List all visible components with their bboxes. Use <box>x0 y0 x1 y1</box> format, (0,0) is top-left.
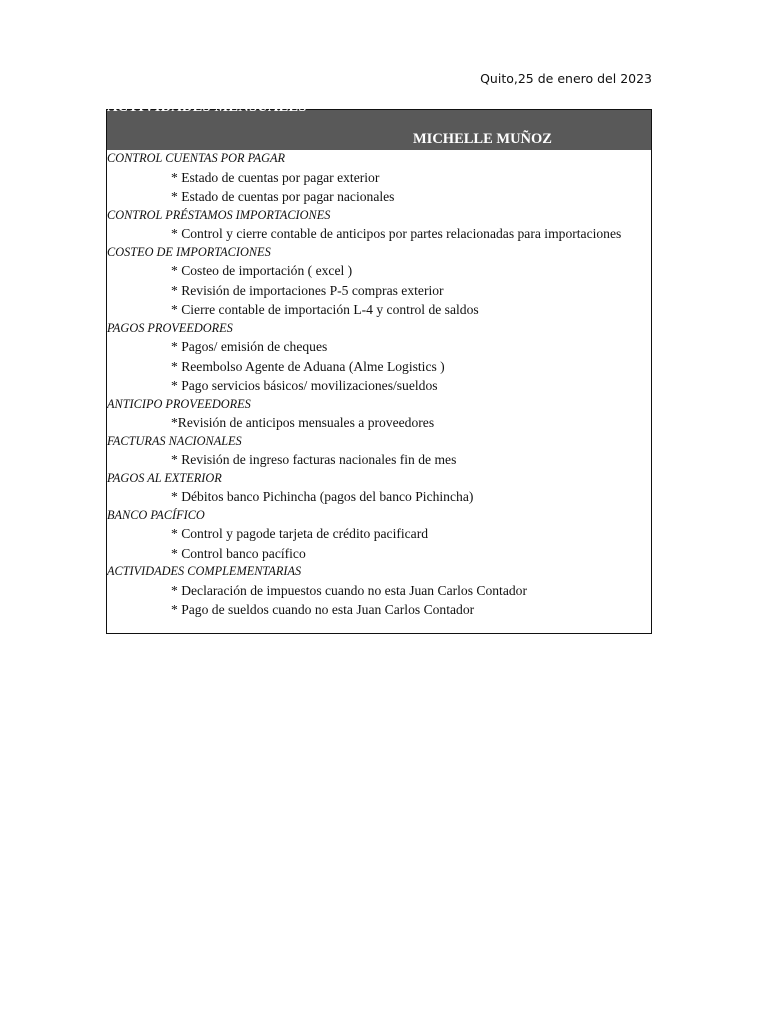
section-heading: CONTROL PRÉSTAMOS IMPORTACIONES <box>107 207 331 222</box>
table-header <box>107 99 651 150</box>
section-heading: BANCO PACÍFICO <box>107 507 205 522</box>
section-heading: COSTEO DE IMPORTACIONES <box>107 244 271 259</box>
document-date: Quito,25 de enero del 2023 <box>480 71 652 86</box>
section-heading: ANTICIPO PROVEEDORES <box>107 396 251 411</box>
employee-name: MICHELLE MUÑOZ <box>413 131 552 147</box>
activity-item: * Cierre contable de importación L-4 y control de saldos <box>171 302 479 317</box>
activity-item: *Revisión de anticipos mensuales a proveedores <box>171 415 435 430</box>
activity-sections <box>107 150 651 620</box>
activity-item: * Reembolso Agente de Aduana (Alme Logistics ) <box>171 358 445 374</box>
section-heading: CONTROL CUENTAS POR PAGAR <box>107 151 285 165</box>
activity-item: * Estado de cuentas por pagar nacionales <box>171 189 395 204</box>
activity-item: * Pagos/ emisión de cheques <box>171 339 328 354</box>
section-heading: PAGOS PROVEEDORES <box>107 320 233 335</box>
section-heading: ACTIVIDADES COMPLEMENTARIAS <box>107 564 302 578</box>
activity-item: * Débitos banco Pichincha (pagos del banco Pichincha) <box>171 489 474 504</box>
activity-item: * Estado de cuentas por pagar exterior <box>171 169 380 185</box>
activity-item: * Declaración de impuestos cuando no esta Juan Carlos Contador <box>171 582 527 598</box>
table-title: ACTIVIDADES MENSUALES <box>107 99 307 115</box>
section-heading: FACTURAS NACIONALES <box>107 433 242 448</box>
activity-item: * Revisión de importaciones P-5 compras exterior <box>171 282 444 298</box>
monthly-activities-table <box>106 99 652 634</box>
activity-item: * Pago de sueldos cuando no esta Juan Carlos Contador <box>171 602 475 617</box>
activity-item: * Pago servicios básicos/ movilizaciones/sueldos <box>171 378 438 393</box>
activity-item: * Costeo de importación ( excel ) <box>171 263 353 278</box>
activity-item: * Revisión de ingreso facturas nacionales fin de mes <box>171 452 457 467</box>
activity-item: * Control y pagode tarjeta de crédito pacificard <box>171 526 429 541</box>
activity-item: * Control y cierre contable de anticipos por partes relacionadas para importaciones <box>171 226 622 241</box>
activity-item: * Control banco pacífico <box>171 545 306 561</box>
section-heading: PAGOS AL EXTERIOR <box>107 470 222 485</box>
